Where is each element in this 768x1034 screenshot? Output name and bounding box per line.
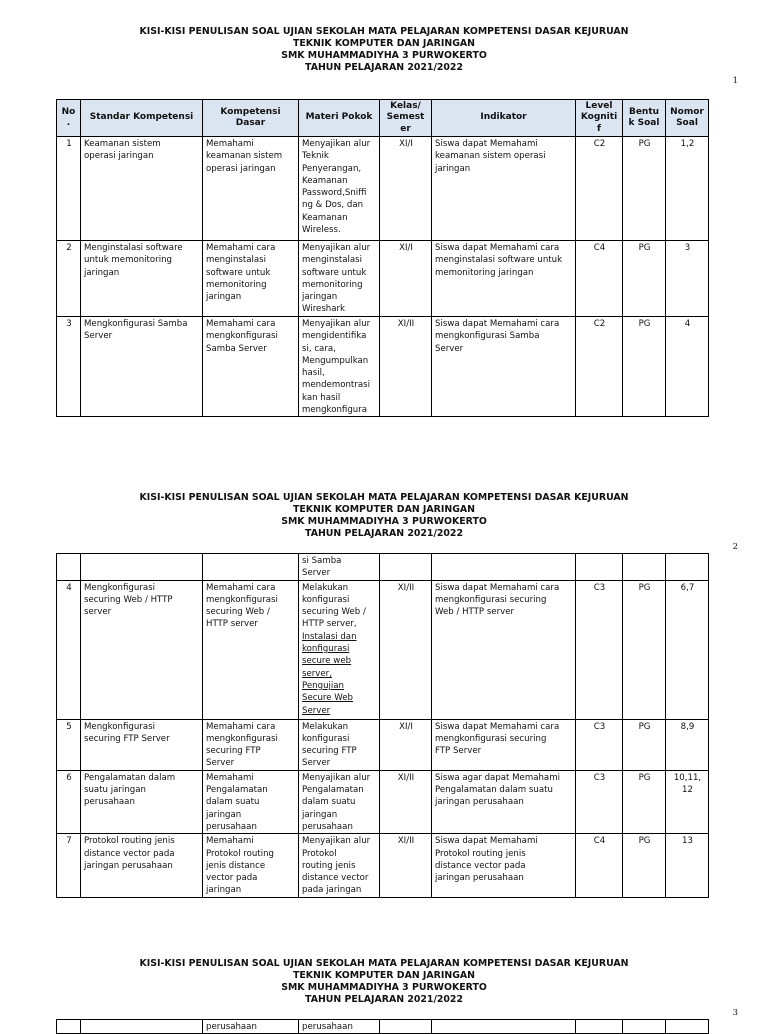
cell-kompetensi: Memahami Pengalamatan dalam suatu jaringan perusahaan	[203, 770, 299, 833]
table-row	[57, 834, 709, 897]
cell-kompetensi: Memahami keamanan sistem operasi jaringan	[203, 137, 299, 241]
doc-subject: TEKNIK KOMPUTER DAN JARINGAN	[292, 504, 476, 515]
cell-bentuk: PG	[623, 719, 666, 770]
doc-subject: TEKNIK KOMPUTER DAN JARINGAN	[292, 38, 476, 49]
cell-no: 2	[57, 241, 81, 317]
cell-nomor: 6,7	[666, 580, 709, 719]
cell-materi: Melakukan konfigurasi securing Web / HTTP server, Instalasi dan konfigurasi secure web server, Pengujian Secure Web Server	[299, 580, 380, 719]
table-row-continued	[57, 1020, 709, 1034]
page-number-1: 1	[732, 76, 738, 86]
doc-school: SMK MUHAMMADIYHA 3 PURWOKERTO	[281, 516, 487, 527]
cell-standar: Keamanan sistem operasi jaringan	[81, 137, 203, 241]
cell-no: 4	[57, 580, 81, 719]
cell-level: C3	[576, 719, 623, 770]
cell-standar: Menginstalasi software untuk memonitoring jaringan	[81, 241, 203, 317]
table-row-continued	[57, 554, 709, 581]
cell-nomor: 8,9	[666, 719, 709, 770]
cell-level: C4	[576, 834, 623, 897]
cell-nomor: 1,2	[666, 137, 709, 241]
col-indikator-header: Indikator	[432, 100, 576, 137]
cell-indikator: Siswa agar dapat Memahami Pengalamatan dalam suatu jaringan perusahaan	[432, 770, 576, 833]
cell-materi: Menyajikan alur Pengalamatan dalam suatu jaringan perusahaan	[299, 770, 380, 833]
cell-nomor: 10,11, 12	[666, 770, 709, 833]
cell-kelas: XI/II	[380, 770, 432, 833]
table-row	[57, 317, 709, 417]
cell-standar: Mengkonfigurasi securing Web / HTTP server	[81, 580, 203, 719]
cell-kelas: XI/I	[380, 719, 432, 770]
table-row	[57, 580, 709, 719]
cell-materi: Melakukan konfigurasi securing FTP Server	[299, 719, 380, 770]
col-level-header: Level Kogniti f	[576, 100, 623, 137]
doc-year: TAHUN PELAJARAN 2021/2022	[305, 994, 463, 1005]
cell-standar: Mengkonfigurasi Samba Server	[81, 317, 203, 417]
table-row	[57, 719, 709, 770]
col-standar-header: Standar Kompetensi	[81, 100, 203, 137]
cell-level: C3	[576, 770, 623, 833]
col-nomor-header: Nomor Soal	[666, 100, 709, 137]
cell-standar: Mengkonfigurasi securing FTP Server	[81, 719, 203, 770]
kisi-table-page-3	[56, 1019, 709, 1034]
cell-indikator: Siswa dapat Memahami cara mengkonfigurasi Samba Server	[432, 317, 576, 417]
col-bentuk-header: Bentu k Soal	[623, 100, 666, 137]
cell-level: C3	[576, 580, 623, 719]
cell-indikator: Siswa dapat Memahami cara menginstalasi software untuk memonitoring jaringan	[432, 241, 576, 317]
doc-title: KISI-KISI PENULISAN SOAL UJIAN SEKOLAH MATA PELAJARAN KOMPETENSI DASAR KEJURUAN	[139, 958, 629, 969]
cell-no: 5	[57, 719, 81, 770]
doc-year: TAHUN PELAJARAN 2021/2022	[305, 62, 463, 73]
table-row	[57, 770, 709, 833]
cell-standar: Protokol routing jenis distance vector pada jaringan perusahaan	[81, 834, 203, 897]
cell-standar: Pengalamatan dalam suatu jaringan perusahaan	[81, 770, 203, 833]
cell-level: C2	[576, 137, 623, 241]
cell-kompetensi: Memahami cara menginstalasi software untuk memonitoring jaringan	[203, 241, 299, 317]
cell-materi: Menyajikan alur menginstalasi software untuk memonitoring jaringan Wireshark	[299, 241, 380, 317]
doc-school: SMK MUHAMMADIYHA 3 PURWOKERTO	[281, 982, 487, 993]
cell-level: C2	[576, 317, 623, 417]
table-row	[57, 241, 709, 317]
cell-kelas: XI/I	[380, 241, 432, 317]
doc-title: KISI-KISI PENULISAN SOAL UJIAN SEKOLAH MATA PELAJARAN KOMPETENSI DASAR KEJURUAN	[139, 26, 629, 37]
cell-materi: Menyajikan alur mengidentifika si, cara, Mengumpulkan hasil, mendemontrasi kan hasil mengkonfigura	[299, 317, 380, 417]
doc-title: KISI-KISI PENULISAN SOAL UJIAN SEKOLAH MATA PELAJARAN KOMPETENSI DASAR KEJURUAN	[139, 492, 629, 503]
cell-kompetensi: Memahami Protokol routing jenis distance vector pada jaringan	[203, 834, 299, 897]
cell-kompetensi: Memahami cara mengkonfigurasi securing Web / HTTP server	[203, 580, 299, 719]
cell-indikator: Siswa dapat Memahami cara mengkonfigurasi securing Web / HTTP server	[432, 580, 576, 719]
cell-kompetensi: Memahami cara mengkonfigurasi securing FTP Server	[203, 719, 299, 770]
cell-materi: perusahaan	[299, 1020, 380, 1034]
cell-no: 3	[57, 317, 81, 417]
col-kelas-header: Kelas/ Semest er	[380, 100, 432, 137]
cell-bentuk: PG	[623, 580, 666, 719]
cell-kompetensi: perusahaan	[203, 1020, 299, 1034]
cell-indikator: Siswa dapat Memahami cara mengkonfigurasi securing FTP Server	[432, 719, 576, 770]
doc-subject: TEKNIK KOMPUTER DAN JARINGAN	[292, 970, 476, 981]
cell-level: C4	[576, 241, 623, 317]
cell-materi: si Samba Server	[299, 554, 380, 581]
cell-bentuk: PG	[623, 834, 666, 897]
kisi-table-page-1	[56, 99, 709, 417]
cell-indikator: Siswa dapat Memahami Protokol routing jenis distance vector pada jaringan perusahaan	[432, 834, 576, 897]
doc-school: SMK MUHAMMADIYHA 3 PURWOKERTO	[281, 50, 487, 61]
cell-nomor: 3	[666, 241, 709, 317]
cell-kelas: XI/II	[380, 580, 432, 719]
cell-bentuk: PG	[623, 770, 666, 833]
cell-no: 6	[57, 770, 81, 833]
cell-kelas: XI/II	[380, 834, 432, 897]
cell-no: 7	[57, 834, 81, 897]
cell-nomor: 4	[666, 317, 709, 417]
doc-year: TAHUN PELAJARAN 2021/2022	[305, 528, 463, 539]
col-materi-header: Materi Pokok	[299, 100, 380, 137]
col-kompetensi-header: Kompetensi Dasar	[203, 100, 299, 137]
table-row	[57, 137, 709, 241]
table-header-row	[57, 100, 709, 137]
page-header-1	[0, 26, 768, 74]
cell-no: 1	[57, 137, 81, 241]
cell-indikator: Siswa dapat Memahami keamanan sistem operasi jaringan	[432, 137, 576, 241]
kisi-table-page-2	[56, 553, 709, 898]
cell-bentuk: PG	[623, 137, 666, 241]
cell-kelas: XI/II	[380, 317, 432, 417]
cell-nomor: 13	[666, 834, 709, 897]
cell-materi: Menyajikan alur Teknik Penyerangan, Keamanan Password,Sniffi ng & Dos, dan Keamanan Wireless.	[299, 137, 380, 241]
cell-bentuk: PG	[623, 241, 666, 317]
page-header-2	[0, 492, 768, 540]
cell-materi: Menyajikan alur Protokol routing jenis distance vector pada jaringan	[299, 834, 380, 897]
cell-kelas: XI/I	[380, 137, 432, 241]
cell-bentuk: PG	[623, 317, 666, 417]
page-number-3: 3	[732, 1008, 738, 1018]
page-header-3	[0, 958, 768, 1006]
page-number-2: 2	[732, 542, 738, 552]
cell-kompetensi: Memahami cara mengkonfigurasi Samba Server	[203, 317, 299, 417]
col-no-header: No .	[57, 100, 81, 137]
